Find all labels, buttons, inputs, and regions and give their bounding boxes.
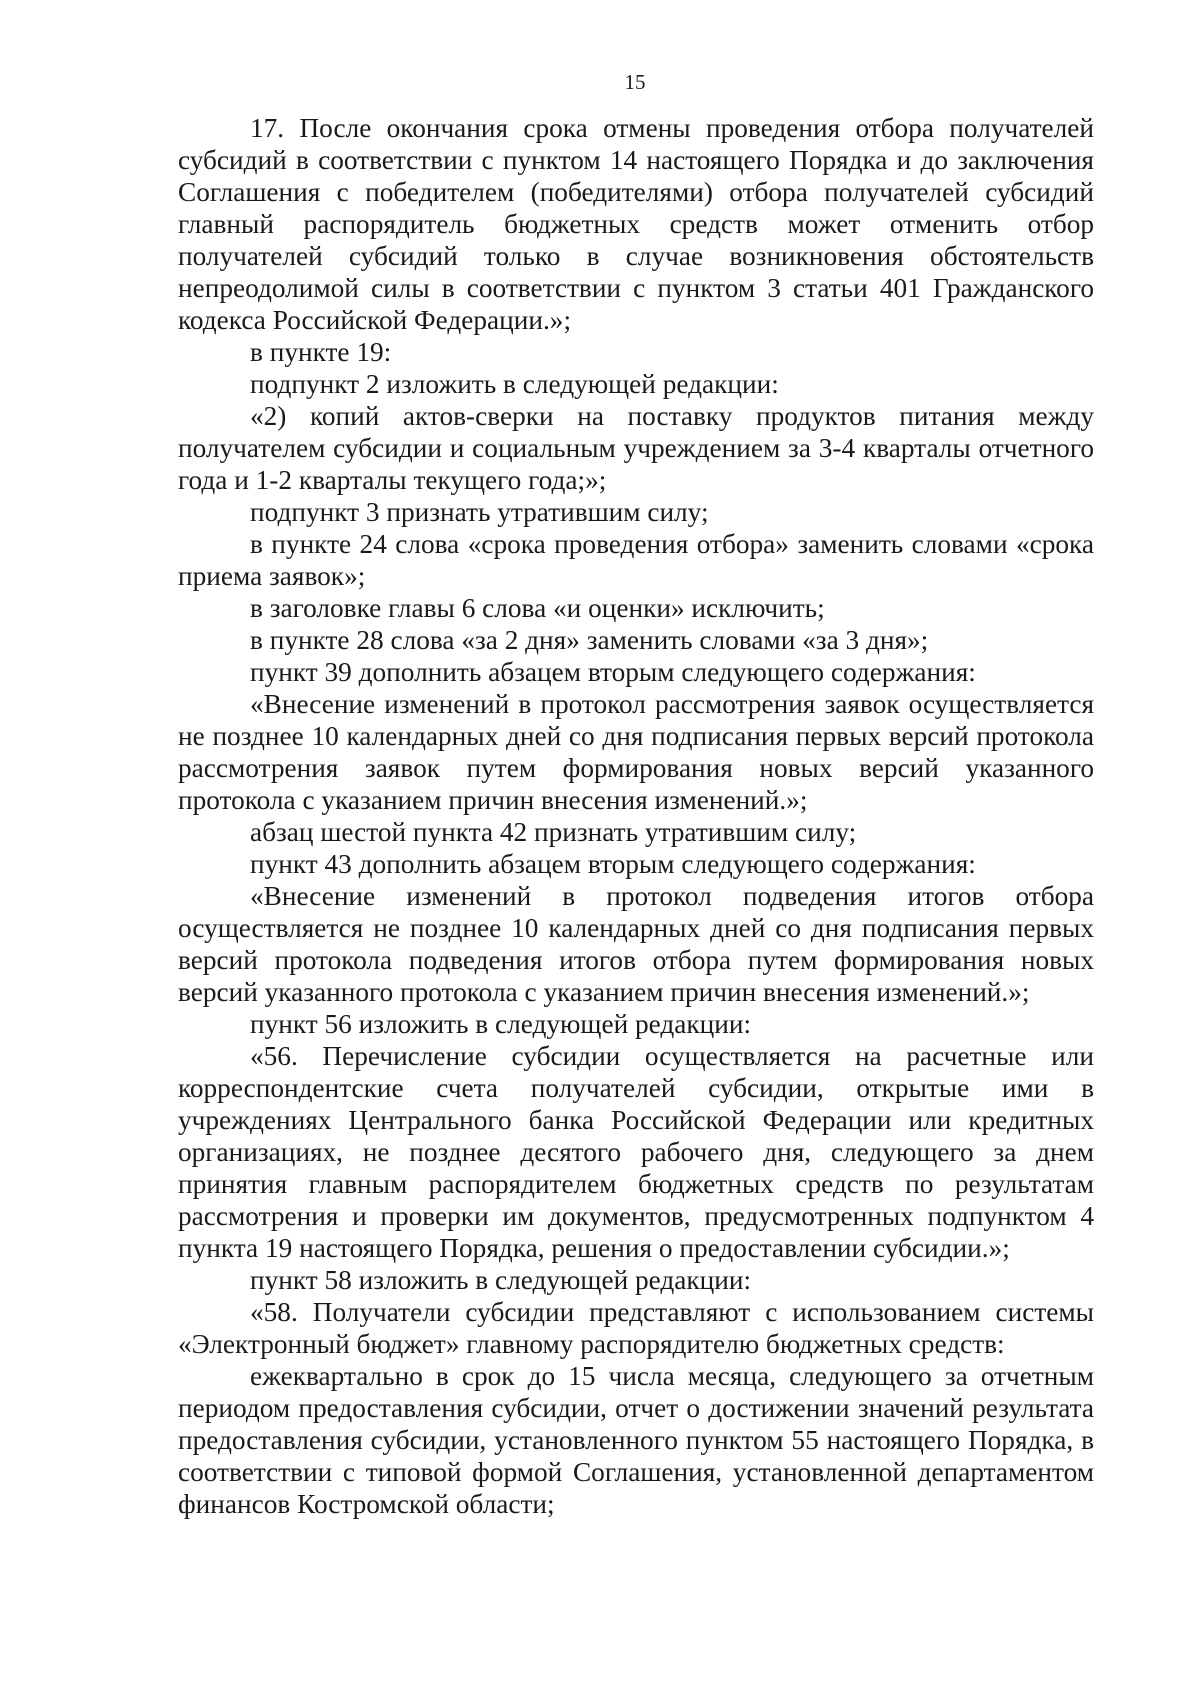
paragraph-amend-p19: в пункте 19: xyxy=(250,337,392,367)
paragraph-amend-p58-intro: пункт 58 изложить в следующей редакции: xyxy=(250,1265,752,1295)
paragraph-item-17: 17. После окончания срока отмены проведения отбора получателей субсидий в соответствии с пунктом 14 настоящего Порядка и до заключения Соглашения с победителем (победителями) отбора получателей субсидий главный распорядитель бюджетных средств может отменить отбор получателей субсидий только в случае возникновения обстоятельств непреодолимой силы в соответствии с пунктом 3 статьи 401 Гражданского кодекса Российской Федерации.»; xyxy=(178,113,1094,335)
document-body xyxy=(178,112,1094,1520)
paragraph-amend-p28: в пункте 28 слова «за 2 дня» заменить словами «за 3 дня»; xyxy=(250,625,929,655)
paragraph-subitem-3-void: подпункт 3 признать утратившим силу; xyxy=(250,497,709,527)
paragraph-amend-p24: в пункте 24 слова «срока проведения отбора» заменить словами «срока приема заявок»; xyxy=(178,529,1094,591)
paragraph-chapter-6-title: в заголовке главы 6 слова «и оценки» исключить; xyxy=(250,593,825,623)
paragraph-amend-p43-intro: пункт 43 дополнить абзацем вторым следующего содержания: xyxy=(250,849,976,879)
paragraph-subitem-2-intro: подпункт 2 изложить в следующей редакции: xyxy=(250,369,779,399)
paragraph-amend-p58-text: «58. Получатели субсидии представляют с использованием системы «Электронный бюджет» главному распорядителю бюджетных средств: xyxy=(178,1297,1094,1359)
paragraph-amend-p39-text: «Внесение изменений в протокол рассмотрения заявок осуществляется не позднее 10 календарных дней со дня подписания первых версий протокола рассмотрения заявок путем формирования новых версий указанного протокола с указанием причин внесения изменений.»; xyxy=(178,689,1094,815)
page-number: 15 xyxy=(624,70,646,94)
paragraph-amend-p43-text: «Внесение изменений в протокол подведения итогов отбора осуществляется не позднее 10 календарных дней со дня подписания первых версий протокола подведения итогов отбора путем формирования новых версий указанного протокола с указанием причин внесения изменений.»; xyxy=(178,881,1094,1007)
paragraph-amend-p42: абзац шестой пункта 42 признать утратившим силу; xyxy=(250,817,857,847)
paragraph-amend-p56-intro: пункт 56 изложить в следующей редакции: xyxy=(250,1009,752,1039)
paragraph-subitem-2-text: «2) копий актов-сверки на поставку продуктов питания между получателем субсидии и социальным учреждением за 3-4 кварталы отчетного года и 1-2 кварталы текущего года;»; xyxy=(178,401,1094,495)
paragraph-quarterly-report: ежеквартально в срок до 15 числа месяца, следующего за отчетным периодом предоставления субсидии, отчет о достижении значений результата предоставления субсидии, установленного пунктом 55 настоящего Порядка, в соответствии с типовой формой Соглашения, установленной департаментом финансов Костромской области; xyxy=(178,1361,1094,1519)
paragraph-amend-p39-intro: пункт 39 дополнить абзацем вторым следующего содержания: xyxy=(250,657,976,687)
paragraph-amend-p56-text: «56. Перечисление субсидии осуществляется на расчетные или корреспондентские счета получателей субсидии, открытые ими в учреждениях Центрального банка Российской Федерации или кредитных организациях, не позднее десятого рабочего дня, следующего за днем принятия главным распорядителем бюджетных средств по результатам рассмотрения и проверки им документов, предусмотренных подпунктом 4 пункта 19 настоящего Порядка, решения о предоставлении субсидии.»; xyxy=(178,1041,1094,1263)
